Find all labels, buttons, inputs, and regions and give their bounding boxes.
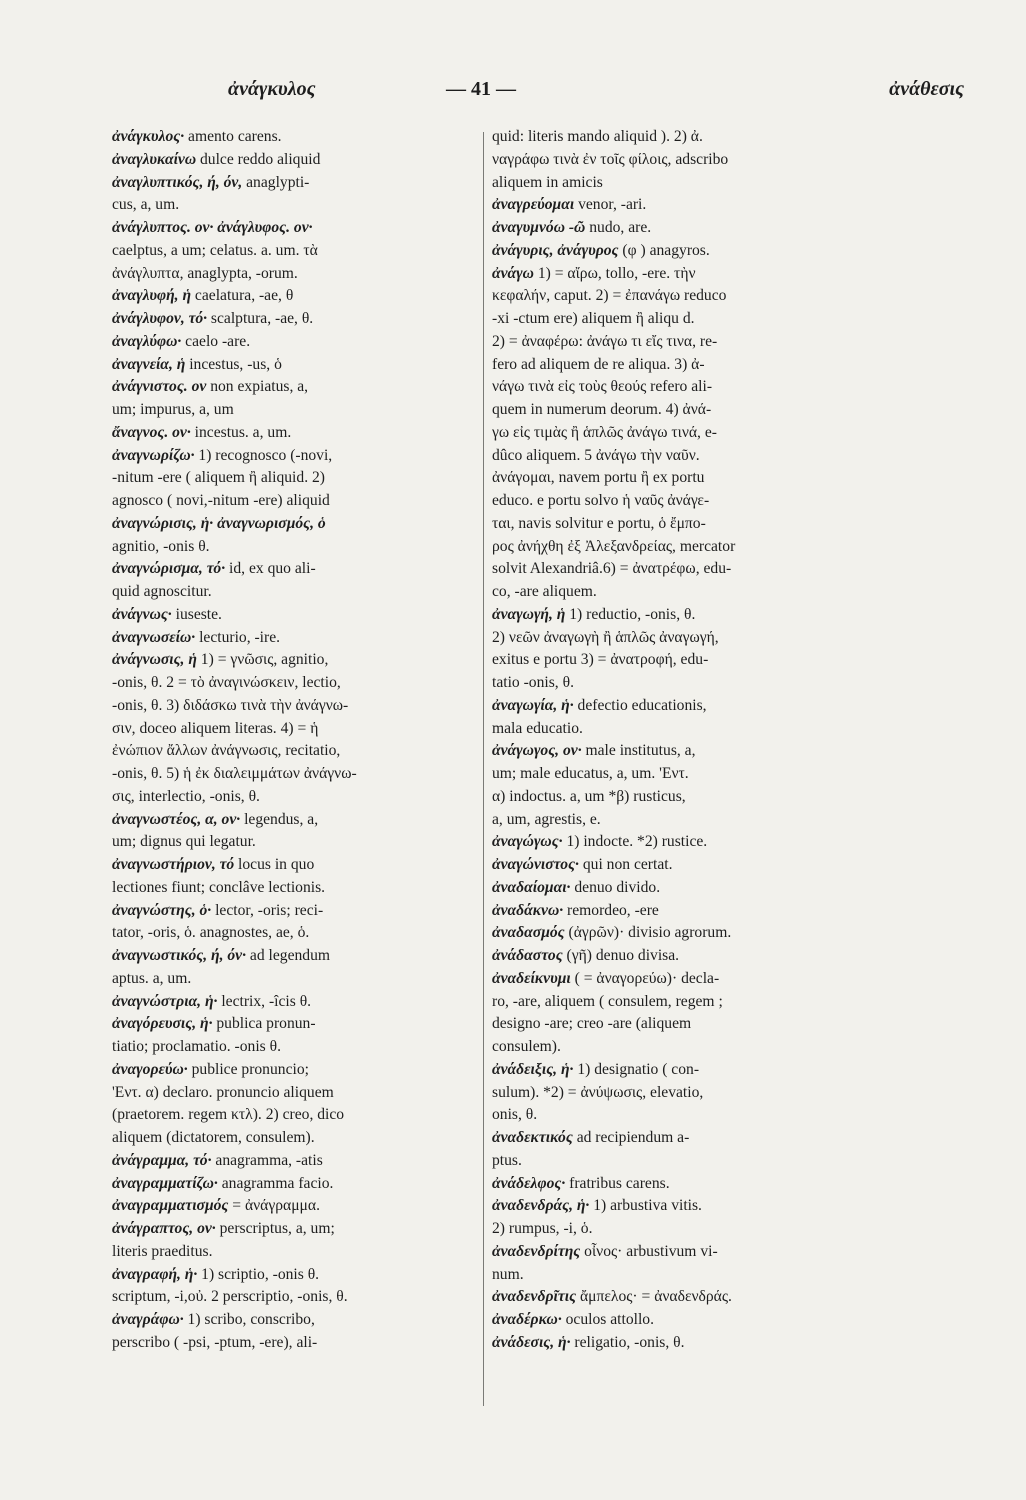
- entry-line: [492, 1241, 856, 1264]
- definition-text: caelatura, -ae, θ: [191, 287, 294, 305]
- entry-line: [112, 149, 474, 172]
- definition-text: (ἀγρῶν)· divisio agrorum.: [564, 924, 732, 942]
- definition-text: ἄμπελος· = ἀναδενδράς.: [576, 1288, 732, 1306]
- definition-text: literis praeditus.: [112, 1242, 213, 1260]
- headword: ἀναγνωρίζω·: [112, 446, 195, 464]
- definition-text: quid agnoscitur.: [112, 583, 212, 600]
- entry-line: [492, 786, 856, 809]
- definition-text: publica pronun-: [212, 1015, 316, 1033]
- entry-line: [112, 763, 474, 786]
- entry-line: [492, 285, 856, 308]
- definition-text: oculos attollo.: [561, 1311, 654, 1328]
- definition-text: dûco aliquem. 5 ἀνάγω τὴν ναῦν.: [492, 446, 700, 464]
- entry-line: [492, 149, 856, 172]
- headword: ἀναγλύφω·: [112, 332, 182, 350]
- entry-line: [112, 513, 474, 536]
- column-divider: [483, 132, 484, 1406]
- headword: ἀναγωγία, ἡ·: [492, 696, 574, 714]
- entry-line: [492, 513, 856, 536]
- entry-line: [492, 672, 856, 695]
- entry-line: [112, 1195, 474, 1218]
- entry-line: [492, 1309, 856, 1332]
- entry-line: [112, 285, 474, 308]
- headword: ἀναγρεύομαι: [492, 196, 575, 214]
- definition-text: caelo -are.: [181, 332, 251, 350]
- definition-text: -xi -ctum ere) aliquem ἢ aliqu d.: [492, 310, 695, 327]
- entry-line: [112, 1218, 474, 1241]
- entry-line: [492, 263, 856, 286]
- entry-line: [492, 695, 856, 718]
- definition-text: anaglypti-: [242, 173, 310, 191]
- entry-line: [112, 172, 474, 195]
- definition-text: 1) = γνῶσις, agnitio,: [196, 651, 329, 669]
- entry-line: [492, 467, 856, 490]
- entry-line: [112, 1082, 474, 1105]
- headword: ἀναγυμνόω -ῶ: [492, 219, 586, 236]
- definition-text: consulem).: [492, 1038, 561, 1055]
- definition-text: amento carens.: [184, 128, 282, 145]
- entry-line: [492, 354, 856, 377]
- headword: ἀναγνωστήριον, τό: [112, 856, 235, 873]
- entry-line: [492, 490, 856, 513]
- definition-text: dulce reddo aliquid: [196, 150, 321, 168]
- definition-text: quid: literis mando aliquid ). 2) ἀ.: [492, 128, 703, 145]
- definition-text: a, um, agrestis, e.: [492, 810, 601, 828]
- definition-text: scriptum, -i,οὐ. 2 perscriptio, -onis, θ.: [112, 1288, 348, 1306]
- headword: ἀναγραμματισμός: [112, 1197, 229, 1215]
- definition-text: locus in quo: [234, 856, 315, 873]
- entry-line: [112, 126, 474, 149]
- definition-text: ἀνάγομαι, navem portu ἢ ex portu: [492, 469, 705, 487]
- entry-line: [112, 1241, 474, 1264]
- entry-line: [492, 422, 856, 445]
- definition-text: non expiatus, a,: [206, 378, 309, 396]
- entry-line: [492, 581, 856, 604]
- definition-text: 1) arbustiva vitis.: [589, 1197, 702, 1215]
- definition-text: lector, -oris; reci-: [211, 901, 324, 919]
- headword: ἀναγνώρισις, ἡ· ἀναγνωρισμός, ὁ: [112, 514, 326, 532]
- definition-text: 2) rumpus, -i, ὁ.: [492, 1220, 593, 1237]
- entry-line: [112, 331, 474, 354]
- headword: ἀνάγυρις, ἀνάγυρος: [492, 241, 619, 259]
- header-left-guideword: ἀνάγκυλος: [228, 78, 316, 100]
- headword: ἀναγραμματίζω·: [112, 1174, 218, 1192]
- definition-text: (γῆ) denuo divisa.: [562, 947, 680, 964]
- entry-line: [112, 877, 474, 900]
- entry-line: [492, 1195, 856, 1218]
- definition-text: incestus, -us, ὁ: [185, 355, 282, 373]
- headword: ἀναδενδρῖτις: [492, 1288, 577, 1306]
- definition-text: ἐνώπιον ἄλλων ἀνάγνωσις, recitatio,: [112, 742, 341, 760]
- definition-text: σις, interlectio, -onis, θ.: [112, 787, 260, 805]
- entry-line: [492, 308, 856, 331]
- entry-line: [492, 1082, 856, 1105]
- definition-text: religatio, -onis, θ.: [570, 1333, 685, 1351]
- entry-line: [112, 376, 474, 399]
- entry-line: [112, 672, 474, 695]
- definition-text: aptus. a, um.: [112, 969, 192, 987]
- entry-line: [112, 1036, 474, 1059]
- entry-line: [112, 581, 474, 604]
- entry-line: [492, 1150, 856, 1173]
- entry-line: [112, 445, 474, 468]
- definition-text: designo -are; creo -are (aliquem: [492, 1015, 692, 1033]
- headword: ἀνάγω: [492, 264, 534, 282]
- definition-text: ro, -are, aliquem ( consulem, regem ;: [492, 992, 723, 1010]
- definition-text: = ἀνάγραμμα.: [228, 1197, 320, 1215]
- headword: ἀναδέρκω·: [492, 1311, 562, 1328]
- entry-line: [112, 831, 474, 854]
- entry-line: [492, 831, 856, 854]
- right-column: [492, 126, 856, 1355]
- entry-line: [492, 331, 856, 354]
- headword: ἀναγόρευσις, ἡ·: [112, 1015, 213, 1033]
- entry-line: [112, 536, 474, 559]
- headword: ἀναγράφω·: [112, 1311, 184, 1328]
- definition-text: quem in numerum deorum. 4) ἀνά-: [492, 401, 712, 418]
- headword: ἀναδασμός: [492, 924, 565, 942]
- headword: ἄναγνος. ον·: [112, 423, 191, 441]
- entry-line: [112, 945, 474, 968]
- definition-text: perscribo ( -psi, -ptum, -ere), ali-: [112, 1333, 318, 1351]
- definition-text: οἶνος· arbustivum vi-: [580, 1242, 718, 1260]
- definition-text: nudo, are.: [585, 219, 652, 236]
- headword: ἀνάγκυλος·: [112, 128, 185, 145]
- entry-line: [112, 900, 474, 923]
- entry-line: [492, 217, 856, 240]
- definition-text: fratribus carens.: [565, 1174, 670, 1192]
- entry-line: [112, 217, 474, 240]
- definition-text: id, ex quo ali-: [225, 560, 316, 578]
- definition-text: 2) νεῶν ἀναγωγὴ ἢ ἁπλῶς ἀναγωγή,: [492, 628, 719, 646]
- definition-text: um; impurus, a, um: [112, 401, 234, 418]
- headword: ἀνάδειξις, ἡ·: [492, 1060, 574, 1078]
- entry-line: [112, 1059, 474, 1082]
- entry-line: [492, 649, 856, 672]
- definition-text: 1) reductio, -onis, θ.: [565, 605, 696, 623]
- definition-text: 'Εντ. α) declaro. pronuncio aliquem: [112, 1083, 334, 1101]
- entry-line: [112, 627, 474, 650]
- headword: ἀνάδαστος: [492, 947, 563, 964]
- page-header: [228, 70, 964, 110]
- entry-line: [112, 240, 474, 263]
- headword: ἀνάγλυπτος. ον· ἀνάγλυφος. ον·: [112, 219, 313, 236]
- definition-text: α) indoctus. a, um *β) rusticus,: [492, 787, 686, 805]
- entry-line: [112, 1264, 474, 1287]
- definition-text: num.: [492, 1265, 524, 1283]
- headword: ἀναγνωστέος, α, ον·: [112, 810, 241, 828]
- headword: ἀναγνώστρια, ἡ·: [112, 992, 218, 1010]
- headword: ἀναγλυκαίνω: [112, 150, 197, 168]
- headword: ἀναγνωσείω·: [112, 628, 196, 646]
- entry-line: [112, 467, 474, 490]
- entry-line: [492, 922, 856, 945]
- entry-line: [112, 649, 474, 672]
- definition-text: defectio educationis,: [573, 696, 707, 714]
- entry-line: [112, 1013, 474, 1036]
- entry-line: [112, 740, 474, 763]
- definition-text: agnosco ( novi,-nitum -ere) aliquid: [112, 492, 330, 509]
- headword: ἀναγορεύω·: [112, 1060, 188, 1078]
- definition-text: 1) = αἴρω, tollo, -ere. τὴν: [533, 264, 696, 282]
- entry-line: [112, 558, 474, 581]
- definition-text: legendus, a,: [240, 810, 319, 828]
- entry-line: [492, 718, 856, 741]
- definition-text: (praetorem. regem κτλ). 2) creo, dico: [112, 1106, 345, 1124]
- headword: ἀνάγραμμα, τό·: [112, 1151, 212, 1169]
- entry-line: [492, 1286, 856, 1309]
- headword: ἀναγωγή, ἡ: [492, 605, 566, 623]
- headword: ἀνάγνιστος. ον: [112, 378, 207, 396]
- entry-line: [112, 1127, 474, 1150]
- headword: ἀναγώνιστος·: [492, 856, 579, 873]
- definition-text: solvit Alexandriâ.6) = ἀνατρέφω, edu-: [492, 560, 732, 578]
- definition-text: um; dignus qui legatur.: [112, 833, 256, 851]
- definition-text: 1) designatio ( con-: [573, 1060, 700, 1078]
- entry-line: [112, 604, 474, 627]
- entry-line: [492, 877, 856, 900]
- definition-text: iuseste.: [171, 605, 222, 623]
- definition-text: 1) indocte. *2) rustice.: [562, 833, 708, 851]
- definition-text: σιν, doceo aliquem literas. 4) = ἡ: [112, 719, 319, 737]
- definition-text: perscriptus, a, um;: [215, 1220, 335, 1237]
- entry-line: [112, 991, 474, 1014]
- headword: ἀνάγνωσις, ἡ: [112, 651, 197, 669]
- definition-text: ται, navis solvitur e portu, ὁ ἔμπο-: [492, 514, 706, 532]
- entry-line: [112, 854, 474, 877]
- definition-text: incestus. a, um.: [190, 423, 292, 441]
- entry-line: [112, 695, 474, 718]
- entry-line: [492, 809, 856, 832]
- entry-line: [492, 558, 856, 581]
- entry-line: [112, 922, 474, 945]
- headword: ἀνάγλυφον, τό·: [112, 310, 208, 327]
- entry-line: [492, 1104, 856, 1127]
- definition-text: κεφαλήν, caput. 2) = ἐπανάγω reduco: [492, 287, 727, 305]
- definition-text: (φ ) anagyros.: [618, 241, 710, 259]
- definition-text: sulum). *2) = ἀνύψωσις, elevatio,: [492, 1083, 704, 1101]
- headword: ἀνάγνως·: [112, 605, 172, 623]
- entry-line: [112, 422, 474, 445]
- entry-line: [492, 968, 856, 991]
- entry-line: [492, 900, 856, 923]
- definition-text: tatio -onis, θ.: [492, 674, 574, 691]
- headword: ἀναγνώστης, ὁ·: [112, 901, 212, 919]
- headword: ἀναγραφή, ἡ·: [112, 1265, 198, 1283]
- entry-line: [492, 1264, 856, 1287]
- definition-text: male institutus, a,: [581, 742, 696, 760]
- entry-line: [492, 1036, 856, 1059]
- definition-text: ( = ἀναγορεύω)· decla-: [570, 969, 720, 987]
- entry-line: [112, 399, 474, 422]
- entry-line: [492, 376, 856, 399]
- entry-line: [112, 194, 474, 217]
- headword: ἀναγνωστικός, ή, όν·: [112, 947, 247, 964]
- entry-line: [112, 786, 474, 809]
- definition-text: lectiones fiunt; conclâve lectionis.: [112, 878, 326, 896]
- definition-text: remordeo, -ere: [563, 901, 659, 919]
- entry-line: [492, 1127, 856, 1150]
- definition-text: onis, θ.: [492, 1106, 538, 1124]
- entry-line: [492, 194, 856, 217]
- page-number: — 41 —: [446, 78, 516, 100]
- definition-text: 1) scriptio, -onis θ.: [197, 1265, 320, 1283]
- definition-text: -onis, θ. 2 = τὸ ἀναγινώσκειν, lectio,: [112, 674, 341, 691]
- entry-line: [112, 1104, 474, 1127]
- entry-line: [112, 718, 474, 741]
- entry-line: [112, 968, 474, 991]
- definition-text: lectrix, -îcis θ.: [217, 992, 312, 1010]
- definition-text: exitus e portu 3) = ἀνατροφή, edu-: [492, 651, 709, 669]
- entry-line: [112, 1173, 474, 1196]
- definition-text: tator, -oris, ὁ. anagnostes, ae, ὁ.: [112, 924, 310, 942]
- definition-text: tiatio; proclamatio. -onis θ.: [112, 1038, 282, 1055]
- header-right-guideword: ἀνάθεσις: [889, 78, 964, 100]
- definition-text: 1) recognosco (-novi,: [194, 446, 333, 464]
- headword: ἀναδενδράς, ἡ·: [492, 1197, 590, 1215]
- entry-line: [492, 399, 856, 422]
- definition-text: venor, -ari.: [574, 196, 647, 214]
- definition-text: ad recipiendum a-: [572, 1129, 690, 1146]
- entry-line: [492, 991, 856, 1014]
- headword: ἀναδεκτικός: [492, 1129, 573, 1146]
- definition-text: -onis, θ. 5) ἡ ἐκ διαλειμμάτων ἀνάγνω-: [112, 765, 357, 782]
- entry-line: [492, 1332, 856, 1355]
- entry-line: [492, 240, 856, 263]
- definition-text: ναγράφω τινὰ ἐν τοῖς φίλοις, adscribo: [492, 150, 729, 168]
- entry-line: [492, 172, 856, 195]
- entry-line: [492, 763, 856, 786]
- entry-line: [112, 1286, 474, 1309]
- definition-text: ρος ἀνήχθη ἐξ Ἀλεξανδρείας, mercator: [492, 537, 736, 555]
- definition-text: -nitum -ere ( aliquem ἢ aliquid. 2): [112, 469, 325, 487]
- definition-text: anagramma, -atis: [211, 1151, 323, 1169]
- definition-text: -onis, θ. 3) διδάσκω τινὰ τὴν ἀνάγνω-: [112, 696, 349, 714]
- definition-text: cus, a, um.: [112, 196, 180, 214]
- definition-text: um; male educatus, a, um. 'Εντ.: [492, 765, 689, 782]
- definition-text: qui non certat.: [578, 856, 673, 873]
- definition-text: denuo divido.: [570, 878, 661, 896]
- definition-text: mala educatio.: [492, 719, 583, 737]
- entry-line: [492, 1059, 856, 1082]
- headword: ἀναδάκνω·: [492, 901, 564, 919]
- entry-line: [492, 126, 856, 149]
- entry-line: [492, 740, 856, 763]
- entry-line: [112, 1150, 474, 1173]
- headword: ἀναγνώρισμα, τό·: [112, 560, 226, 578]
- entry-line: [492, 1218, 856, 1241]
- headword: ἀναδαίομαι·: [492, 878, 571, 896]
- entry-line: [492, 854, 856, 877]
- entry-line: [112, 490, 474, 513]
- definition-text: ἀνάγλυπτα, anaglypta, -orum.: [112, 264, 298, 282]
- headword: ἀνάγωγος, ον·: [492, 742, 582, 760]
- definition-text: 2) = ἀναφέρω: ἀνάγω τι εἴς τινα, re-: [492, 332, 718, 350]
- headword: ἀνάδελφος·: [492, 1174, 566, 1192]
- headword: ἀνάδεσις, ἡ·: [492, 1333, 571, 1351]
- definition-text: aliquem (dictatorem, consulem).: [112, 1129, 315, 1146]
- entry-line: [492, 627, 856, 650]
- entry-line: [112, 308, 474, 331]
- definition-text: 1) scribo, conscribo,: [183, 1311, 315, 1328]
- definition-text: γω εἰς τιμὰς ἢ ἁπλῶς ἀνάγω τινά, e-: [492, 423, 717, 441]
- entry-line: [112, 354, 474, 377]
- entry-line: [112, 1309, 474, 1332]
- headword: ἀναδενδρίτης: [492, 1242, 581, 1260]
- definition-text: νάγω τινὰ εἰς τοὺς θεούς refero ali-: [492, 378, 713, 396]
- left-column: [112, 126, 474, 1355]
- entry-line: [492, 1173, 856, 1196]
- entry-line: [492, 945, 856, 968]
- definition-text: scalptura, -ae, θ.: [207, 310, 314, 327]
- headword: ἀναγνεία, ἡ: [112, 355, 186, 373]
- entry-line: [492, 445, 856, 468]
- definition-text: aliquem in amicis: [492, 173, 603, 191]
- definition-text: ptus.: [492, 1151, 522, 1169]
- entry-line: [492, 536, 856, 559]
- definition-text: caelptus, a um; celatus. a. um. τὰ: [112, 241, 318, 259]
- definition-text: anagramma facio.: [217, 1174, 334, 1192]
- entry-line: [112, 1332, 474, 1355]
- definition-text: fero ad aliquem de re aliqua. 3) ἀ-: [492, 355, 705, 373]
- entry-line: [112, 263, 474, 286]
- entry-line: [112, 809, 474, 832]
- headword: ἀνάγραπτος, ον·: [112, 1220, 216, 1237]
- definition-text: publice pronuncio;: [187, 1060, 309, 1078]
- definition-text: co, -are aliquem.: [492, 583, 597, 600]
- headword: ἀναγλυπτικός, ή, όν,: [112, 173, 243, 191]
- headword: ἀναδείκνυμι: [492, 969, 571, 987]
- headword: ἀναγλυφή, ἡ: [112, 287, 192, 305]
- entry-line: [492, 1013, 856, 1036]
- definition-text: lecturio, -ire.: [195, 628, 281, 646]
- definition-text: agnitio, -onis θ.: [112, 537, 210, 555]
- definition-text: educo. e portu solvo ἡ ναῦς ἀνάγε-: [492, 492, 710, 509]
- definition-text: ad legendum: [246, 947, 331, 964]
- headword: ἀναγώγως·: [492, 833, 563, 851]
- entry-line: [492, 604, 856, 627]
